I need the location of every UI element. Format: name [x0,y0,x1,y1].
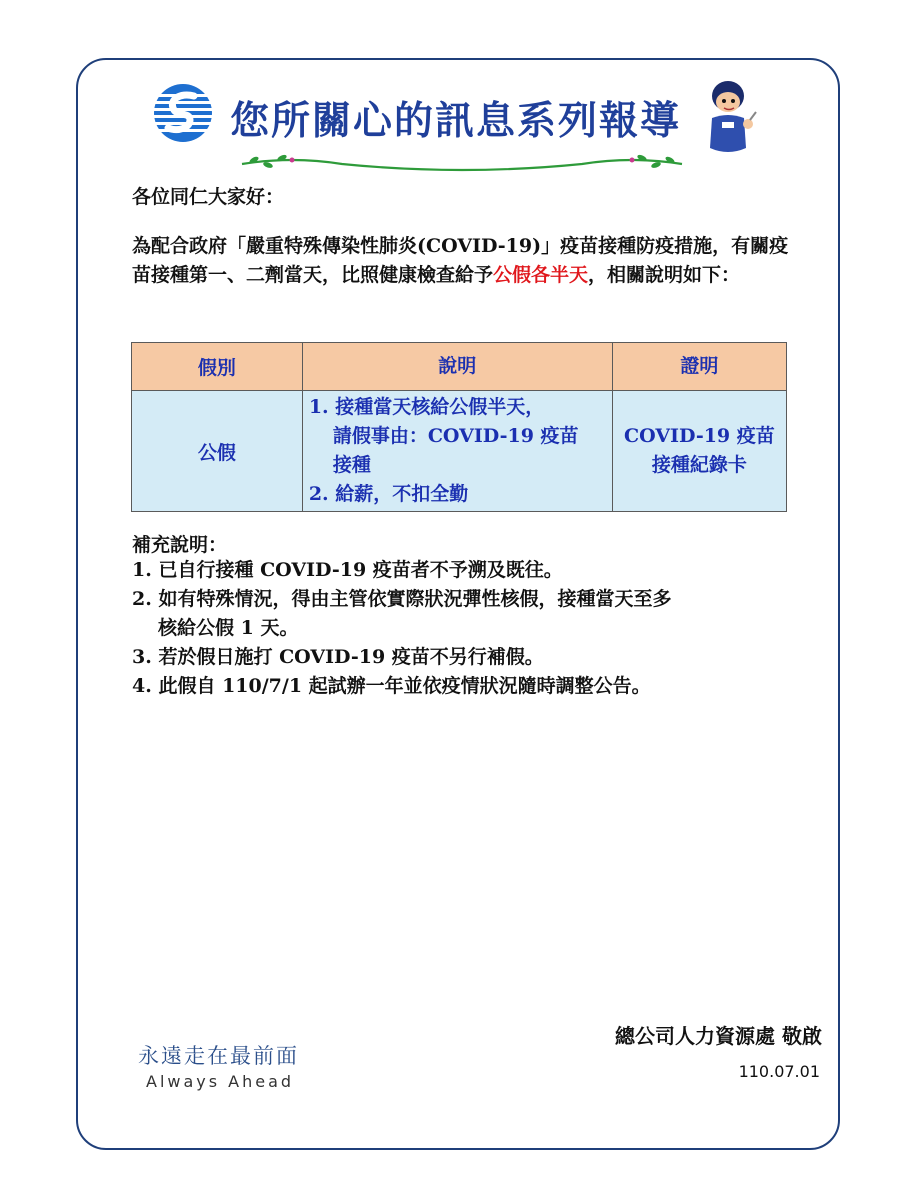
cell-description [302,391,612,512]
leave-table [131,342,787,512]
table-header-row [132,343,787,391]
notes-title: 補充說明： [132,534,228,556]
cell-proof [612,391,786,512]
table-row [132,391,787,512]
intro-paragraph [132,232,792,290]
header-leave-type: 假別 [132,343,303,391]
note-item-continued: 核給公假 1 天。 [158,617,299,639]
slogan-english: Always Ahead [146,1072,295,1091]
intro-text-1: 為配合政府「嚴重特殊傳染性肺炎(COVID-19)」疫苗接種防疫措施，有關疫苗接種第一、二劑當天，比照健康檢查給予 [132,235,789,286]
desc-line: 2. 給薪，不扣全勤 [308,483,469,505]
issue-date: 110.07.01 [738,1062,820,1081]
cell-leave-type: 公假 [132,391,303,512]
header-proof: 證明 [612,343,786,391]
proof-line: COVID-19 疫苗 [624,425,775,447]
note-item: 4. 此假自 110/7/1 起試辦一年並依疫情狀況隨時調整公告。 [132,675,651,697]
note-item: 3. 若於假日施打 COVID-19 疫苗不另行補假。 [132,646,544,668]
cht-logo-icon [150,82,216,144]
desc-line: 1. 接種當天核給公假半天， [308,396,545,418]
intro-text-2: ，相關說明如下： [588,264,741,286]
desc-line: 接種 [332,454,371,476]
proof-line: 接種紀錄卡 [651,454,747,476]
greeting: 各位同仁大家好： [132,186,285,208]
mascot-icon [702,78,758,158]
signature: 總公司人力資源處 敬啟 [615,1024,822,1048]
header-description: 說明 [302,343,612,391]
vine-divider [232,150,692,174]
intro-highlight: 公假各半天 [493,264,589,286]
notes-list [132,556,792,701]
desc-line: 請假事由：COVID-19 疫苗 [332,425,579,447]
slogan-chinese: 永遠走在最前面 [138,1044,299,1068]
note-item: 2. 如有特殊情況，得由主管依實際狀況彈性核假，接種當天至多 [132,588,672,610]
page-title: 您所關心的訊息系列報導 [230,99,682,144]
note-item: 1. 已自行接種 COVID-19 疫苗者不予溯及既往。 [132,559,563,581]
